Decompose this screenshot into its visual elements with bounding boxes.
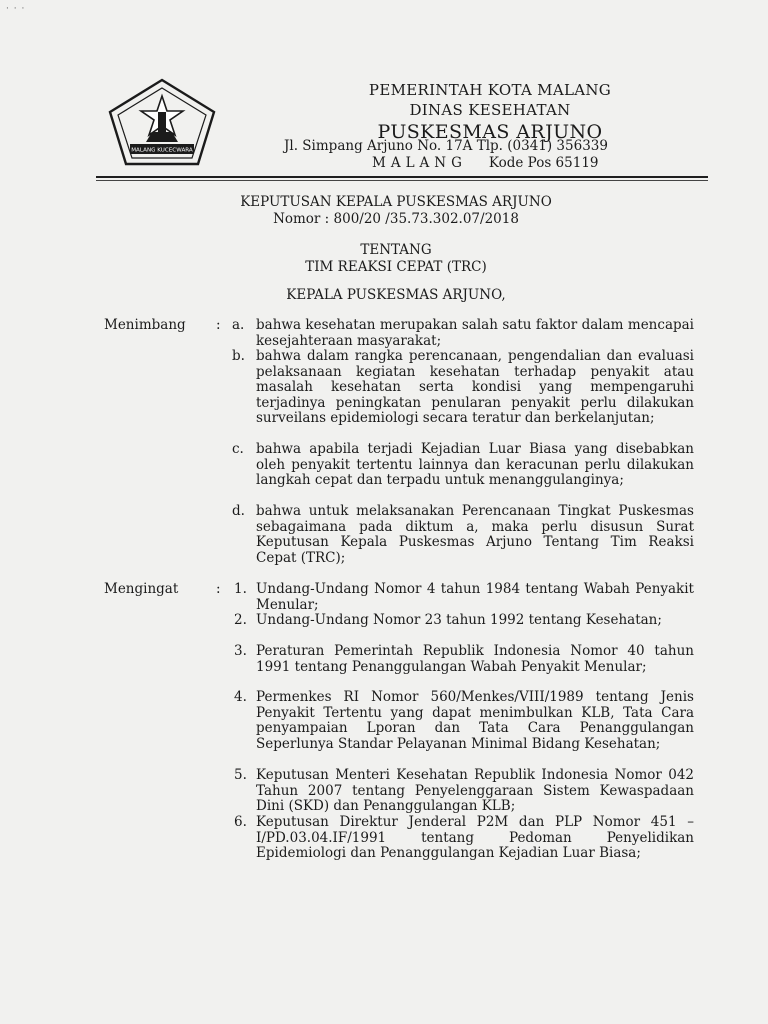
section-label: Menimbang [104,317,186,333]
item-marker: d. [232,503,245,519]
item-marker: 1. [234,581,247,597]
tentang-label: TENTANG [360,242,432,258]
section-colon: : [216,581,221,597]
logo-motto: MALANG KUCECWARA [131,147,193,154]
letterhead-rule-thin [96,180,708,181]
decree-subject: TIM REAKSI CEPAT (TRC) [305,259,487,275]
city: MALANG [372,155,467,171]
postal-code: Kode Pos 65119 [488,155,599,171]
city-emblem-logo [106,76,218,168]
item-text: Keputusan Direktur Jenderal P2M dan PLP Nomor 451 – I/PD.03.04.IF/1991 tentang Pedoman Penyelidikan Epidemiologi dan Penanggulangan Kejadian Luar Biasa; [256,814,694,861]
item-marker: 4. [234,689,247,705]
item-marker: a. [232,317,245,333]
agency-name: DINAS KESEHATAN [409,101,571,119]
decree-number: Nomor : 800/20 /35.73.302.07/2018 [273,211,519,227]
officer-block [0,287,768,304]
item-text: bahwa apabila terjadi Kejadian Luar Biasa yang disebabkan oleh penyakit tertentu lainnya dan keracunan perlu dilakukan langkah cepat dan terpadu untuk menanggulanginya; [256,441,694,488]
decree-heading: KEPUTUSAN KEPALA PUSKESMAS ARJUNO [240,194,552,210]
item-marker: c. [232,441,244,457]
corner-mark: · · · [6,4,26,14]
item-text: Keputusan Menteri Kesehatan Republik Indonesia Nomor 042 Tahun 2007 tentang Penyelenggaraan Sistem Kewaspadaan Dini (SKD) dan Penanggulangan KLB; [256,767,694,814]
item-marker: b. [232,348,245,364]
letterhead-rule-thick [96,176,708,178]
item-text: Undang-Undang Nomor 4 tahun 1984 tentang Wabah Penyakit Menular; [256,581,694,613]
item-marker: 6. [234,814,247,830]
item-marker: 5. [234,767,247,783]
institution-name: PUSKESMAS ARJUNO [377,121,603,143]
decree-title-block [0,194,768,228]
city-postal-row [372,154,599,172]
item-text: Peraturan Pemerintah Republik Indonesia Nomor 40 tahun 1991 tentang Penanggulangan Wabah Penyakit Menular; [256,643,694,675]
item-text: bahwa kesehatan merupakan salah satu faktor dalam mencapai kesejahteraan masyarakat; [256,317,694,349]
section-colon: : [216,317,221,333]
item-marker: 3. [234,643,247,659]
government-name: PEMERINTAH KOTA MALANG [368,81,612,99]
item-text: Permenkes RI Nomor 560/Menkes/VIII/1989 tentang Jenis Penyakit Tertentu yang dapat menimbulkan KLB, Tata Cara penyampaian Lporan dan Tata Cara Penanggulangan Seperlunya Standar Pelayanan Minimal Bidang Kesehatan; [256,689,694,752]
letterhead [270,80,710,144]
address: Jl. Simpang Arjuno No. 17A Tlp. (0341) 356339 [284,138,608,154]
item-text: Undang-Undang Nomor 23 tahun 1992 tentang Kesehatan; [256,612,662,628]
item-text: bahwa untuk melaksanakan Perencanaan Tingkat Puskesmas sebagaimana pada diktum a, maka perlu disusun Surat Keputusan Kepala Puskesmas Arjuno Tentang Tim Reaksi Cepat (TRC); [256,503,694,566]
issuing-officer: KEPALA PUSKESMAS ARJUNO, [286,287,506,303]
section-label: Mengingat [104,581,179,597]
item-text: bahwa dalam rangka perencanaan, pengendalian dan evaluasi pelaksanaan kegiatan kesehatan terhadap penyakit atau masalah kesehatan serta kondisi yang mempengaruhi terjadinya peningkatan penularan penyakit perlu dilakukan surveilans epidemiologi secara teratur dan berkelanjutan; [256,348,694,426]
subject-block [0,242,768,276]
item-marker: 2. [234,612,247,628]
